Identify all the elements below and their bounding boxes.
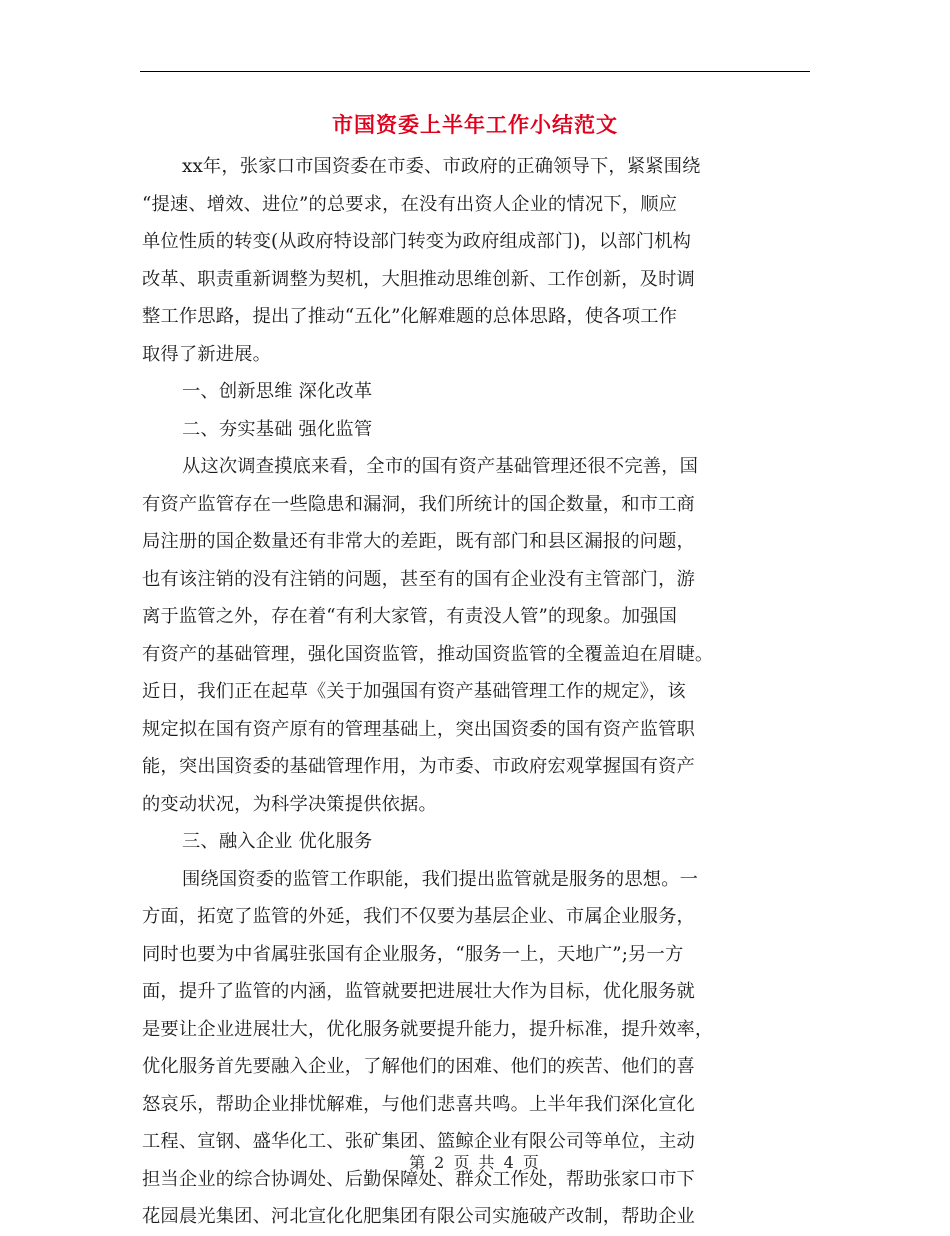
body-line: 规定拟在国有资产原有的管理基础上，突出国资委的国有资产监管职 [142, 718, 695, 740]
body-line: 单位性质的转变(从政府特设部门转变为政府组成部门)，以部门机构 [142, 231, 692, 252]
body-line: 花园晨光集团、河北宣化化肥集团有限公司实施破产改制，帮助企业 [142, 1206, 695, 1227]
body-line: 担当企业的综合协调处、后勤保障处、群众工作处，帮助张家口市下 [142, 1168, 695, 1190]
body-line: 局注册的国企数量还有非常大的差距，既有部门和县区漏报的问题， [142, 531, 695, 552]
body-line: “提速、增效、进位”的总要求，在没有出资人企业的情况下，顺应 [142, 193, 678, 215]
body-line: 离于监管之外，存在着“有利大家管，有责没人管”的现象。加强国 [142, 606, 678, 627]
body-line: 同时也要为中省属驻张国有企业服务，“服务一上，天地广”;另一方 [142, 943, 684, 965]
body-line: 能，突出国资委的基础管理作用，为市委、市政府宏观掌握国有资产 [142, 756, 695, 777]
body-line: 取得了新进展。 [142, 343, 272, 365]
header-rule [140, 71, 810, 72]
body-line: 是要让企业进展壮大，优化服务就要提升能力，提升标准，提升效率， [142, 1018, 714, 1040]
body-line: 有资产的基础管理，强化国资监管，推动国资监管的全覆盖迫在眉睫。 [142, 643, 714, 665]
body-line: 近日，我们正在起草《关于加强国有资产基础管理工作的规定》，该 [142, 681, 686, 702]
body-line: 怒哀乐，帮助企业排忧解难，与他们悲喜共鸣。上半年我们深化宣化 [142, 1093, 695, 1115]
body-line: 围绕国资委的监管工作职能，我们提出监管就是服务的思想。一 [182, 868, 699, 890]
body-line: 工程、宣钢、盛华化工、张矿集团、篮鲸企业有限公司等单位，主动 [142, 1131, 695, 1152]
body-line: 二、夯实基础 强化监管 [182, 418, 373, 440]
body-line: 有资产监管存在一些隐患和漏洞，我们所统计的国企数量，和市工商 [142, 493, 695, 515]
document-body [142, 148, 810, 1236]
body-line: 改革、职责重新调整为契机，大胆推动思维创新、工作创新，及时调 [142, 268, 695, 290]
body-line: 整工作思路，提出了推动“五化”化解难题的总体思路，使各项工作 [142, 306, 678, 327]
body-line: 三、融入企业 优化服务 [182, 831, 373, 852]
body-line: 优化服务首先要融入企业，了解他们的困难、他们的疾苦、他们的喜 [142, 1056, 695, 1077]
body-line: 方面，拓宽了监管的外延，我们不仅要为基层企业、市属企业服务， [142, 906, 695, 927]
body-line: xx年，张家口市国资委在市委、市政府的正确领导下，紧紧围绕 [182, 156, 701, 177]
body-line: 也有该注销的没有注销的问题，甚至有的国有企业没有主管部门，游 [142, 568, 695, 590]
document-title: 市国资委上半年工作小结范文 [332, 112, 618, 137]
body-line: 从这次调查摸底来看，全市的国有资产基础管理还很不完善，国 [182, 456, 699, 477]
body-line: 的变动状况，为科学决策提供依据。 [142, 793, 437, 815]
body-line: 面，提升了监管的内涵，监管就要把进展壮大作为目标，优化服务就 [142, 981, 695, 1002]
body-line: 一、创新思维 深化改革 [182, 381, 373, 402]
page-number-footer: 第 2 页 共 4 页 [409, 1153, 541, 1172]
